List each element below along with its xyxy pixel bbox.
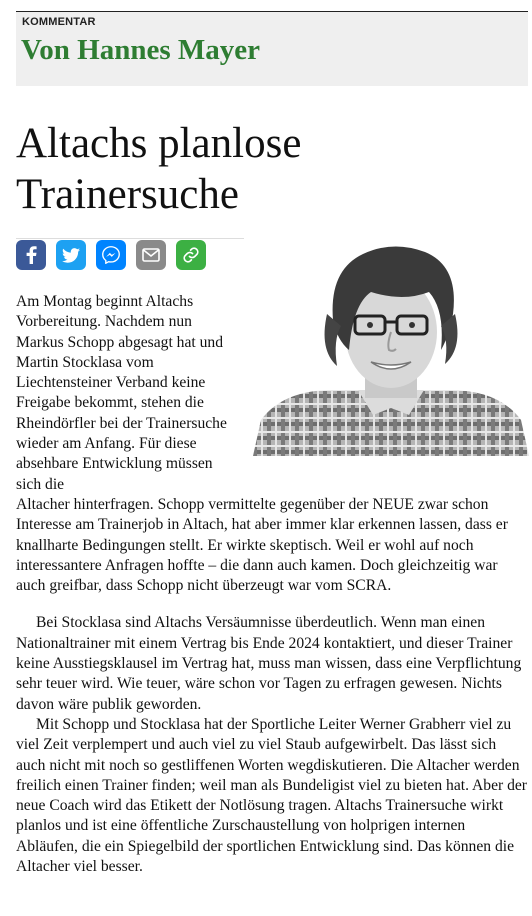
paragraph-3: Mit Schopp und Stocklasa hat der Sportliche Leiter Werner Grabherr viel zu viel Zeit verplempert und auch viel zu viel Staub aufgewirbelt. Das lässt sich auch nicht mit noch so gestliffenen Worten wegdiskutieren. Die Altacher werden freilich einen Trainer finden; weil man als Bundeligist viel zu bieten hat. Aber der neue Coach wird das Etikett der Notlösung tragen. Altachs Trainersuche wirkt planlos und ist eine öffentliche Zurschaustellung von holprigen internen Abläufen, die ein Spiegelbild der sportlichen Entwicklung sind. Das können die Altacher viel besser. — [16, 715, 527, 876]
twitter-share-button[interactable] — [56, 240, 86, 270]
facebook-icon — [24, 246, 38, 264]
twitter-icon — [62, 248, 80, 263]
paragraph-1-rest: Altacher hinterfragen. Schopp vermittelte gegenüber der NEUE zwar schon Interesse am Trainerjob in Altach, hat aber immer klar erkennen lassen, dass er knallharte Bedingungen stellt. Er wirkte skeptisch. Weil er wohl auf noch interessantere Anfragen hoffte – die dann auch kamen. Doch gleichzeitig war auch greifbar, dass Schopp nicht überzeugt war vom SCRA. — [16, 495, 508, 595]
paragraph-2: Bei Stocklasa sind Altachs Versäumnisse überdeutlich. Wenn man einen Nationaltrainer mit einem Vertrag bis Ende 2024 kontaktiert, und dieser Trainer keine Ausstiegsklausel im Vertrag hat, muss man wissen, dass eine Verpflichtung sehr teuer wird. Wie teuer, wäre schon vor Tagen zu erfragen gewesen. Nichts davon wäre publik geworden. — [16, 614, 522, 713]
paragraph-gap — [16, 596, 528, 613]
comment-header — [16, 12, 528, 86]
author-byline: Von Hannes Mayer — [21, 34, 260, 66]
share-divider — [16, 238, 244, 239]
title-line-2: Trainersuche — [16, 171, 239, 218]
mail-share-button[interactable] — [136, 240, 166, 270]
article-body — [16, 292, 528, 877]
facebook-share-button[interactable] — [16, 240, 46, 270]
title-line-1: Altachs planlose — [16, 120, 302, 167]
article-title — [16, 118, 436, 220]
kicker-label: KOMMENTAR — [22, 16, 96, 28]
share-bar — [16, 240, 206, 270]
messenger-icon — [102, 246, 120, 264]
link-icon — [182, 246, 200, 264]
copy-link-button[interactable] — [176, 240, 206, 270]
paragraph-1-wrap: Am Montag beginnt Altachs Vorbereitung. Nachdem nun Markus Schopp abgesagt hat und Martin Stocklasa vom Liechtensteiner Verband keine Freigabe bekommt, stehen die Rheindörfler bei der Trainersuche wieder am Anfang. Für diese absehbare Entwicklung müssen sich die — [16, 293, 227, 493]
mail-icon — [142, 248, 160, 262]
paragraph-1 — [16, 292, 528, 596]
messenger-share-button[interactable] — [96, 240, 126, 270]
